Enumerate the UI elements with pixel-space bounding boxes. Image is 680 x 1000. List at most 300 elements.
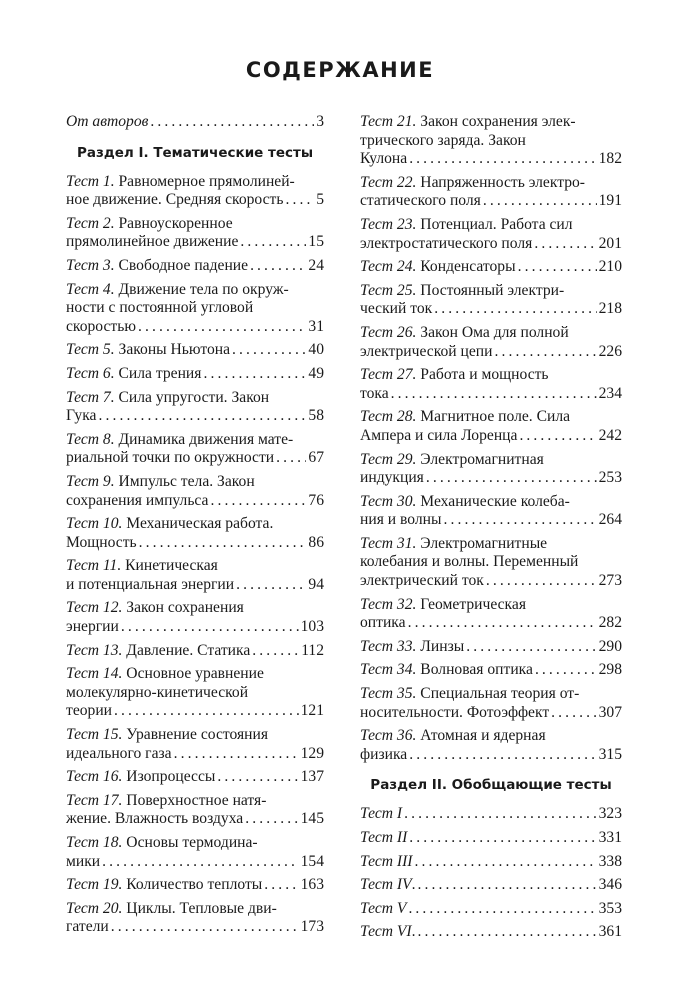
toc-entry-last-line [360, 661, 622, 680]
toc-entry-number: Тест 15. [66, 726, 123, 744]
dot-leader [409, 829, 596, 848]
toc-entry-text [360, 829, 407, 848]
toc-entry-number: Тест 34. [360, 661, 417, 679]
toc-entry-title: Работа и мощность [416, 366, 549, 384]
toc-entry-number: Тест 1. [66, 172, 115, 190]
toc-entry-title: Динамика движения мате- [114, 430, 294, 448]
toc-entry-number: Тест 5. [66, 341, 115, 359]
toc-entry[interactable] [360, 805, 622, 824]
toc-entry-title: Закон сохранения [122, 599, 244, 617]
toc-entry-last-line [66, 618, 324, 637]
dot-leader [210, 492, 306, 511]
toc-entry-title: Сила трения [114, 364, 202, 382]
toc-entry-last-line [66, 745, 324, 764]
toc-entry-number: Тест 10. [66, 515, 123, 533]
toc-entry-line [66, 215, 324, 234]
dot-leader [174, 745, 299, 764]
dot-leader [138, 318, 306, 337]
toc-entry-text [66, 257, 248, 276]
toc-entry-text [66, 113, 148, 132]
page-number: 112 [301, 641, 324, 659]
toc-entry[interactable] [66, 365, 324, 384]
toc-entry-last-line [360, 614, 622, 633]
page-number: 49 [308, 364, 324, 382]
toc-entry-line [360, 282, 622, 301]
toc-entry[interactable] [66, 599, 324, 636]
toc-entry[interactable] [360, 661, 622, 680]
toc-entry[interactable] [360, 535, 622, 591]
toc-entry-title: и потенциальная энергии [66, 575, 235, 593]
toc-entry[interactable] [66, 792, 324, 829]
toc-entry-title: Механические колеба- [416, 492, 570, 510]
toc-entry-number: Тест 27. [360, 366, 417, 384]
page-title: СОДЕРЖАНИЕ [245, 58, 435, 82]
toc-entry[interactable] [66, 389, 324, 426]
toc-entry-title: Ампера и сила Лоренца [360, 426, 518, 444]
toc-entry-title: Основное уравнение [122, 665, 264, 683]
dot-leader [418, 923, 597, 942]
toc-entry-last-line [66, 318, 324, 337]
toc-entry[interactable] [360, 596, 622, 633]
toc-entry-text [360, 614, 406, 633]
toc-entry[interactable] [66, 113, 324, 132]
toc-entry-last-line [66, 257, 324, 276]
dot-leader [414, 853, 596, 872]
page-number: 182 [598, 150, 622, 168]
dot-leader [408, 900, 596, 919]
toc-entry-last-line [66, 191, 324, 210]
toc-entry[interactable] [66, 665, 324, 721]
toc-entry-last-line [66, 365, 324, 384]
toc-entry-text [66, 853, 100, 872]
page-number: 76 [308, 491, 324, 509]
toc-entry-text [66, 702, 112, 721]
page-number: 103 [300, 618, 324, 636]
toc-entry[interactable] [360, 900, 622, 919]
toc-entry-title: Импульс тела. Закон [114, 472, 255, 490]
toc-entry-last-line [66, 918, 324, 937]
toc-entry-line [66, 281, 324, 300]
toc-entry-title: мики [66, 852, 101, 870]
toc-entry-number: Тест 24. [360, 258, 417, 276]
toc-entry-number: Тест 26. [360, 323, 417, 341]
toc-entry-last-line [360, 511, 622, 530]
toc-entry-title: Кулона [360, 150, 408, 168]
toc-entry[interactable] [360, 727, 622, 764]
toc-entry-text [360, 638, 464, 657]
page-number: 58 [308, 407, 324, 425]
toc-entry-last-line [360, 638, 622, 657]
dot-leader [518, 258, 597, 277]
toc-entry[interactable] [360, 876, 622, 895]
toc-entry[interactable] [360, 685, 622, 722]
toc-entry-title: Мощность [66, 533, 137, 551]
toc-entry[interactable] [66, 768, 324, 787]
toc-entry-title: ния и волны [360, 511, 442, 529]
toc-entry-title: Основы термодина- [122, 834, 258, 851]
page-number: 315 [598, 745, 622, 763]
toc-entry-last-line [360, 805, 622, 824]
dot-leader [102, 853, 298, 872]
toc-entry-text [66, 191, 283, 210]
toc-entry-number: Тест 31. [360, 534, 417, 552]
toc-entry-last-line [66, 768, 324, 787]
toc-entry-last-line [66, 576, 324, 595]
toc-entry-title: Конденсаторы [416, 258, 516, 276]
toc-entry-last-line [66, 876, 324, 895]
toc-entry-title: Движение тела по окруж- [114, 280, 289, 298]
page-number: 361 [598, 923, 622, 941]
toc-entry-text [66, 576, 234, 595]
toc-entry-last-line [360, 300, 622, 319]
toc-entry-last-line [360, 192, 622, 211]
toc-entry[interactable] [360, 408, 622, 445]
toc-entry-line [360, 596, 622, 615]
toc-entry-title: Постоянный электри- [416, 281, 565, 299]
toc-entry-number: Тест II [360, 829, 408, 846]
toc-entry-last-line [66, 407, 324, 426]
toc-entry-title: колебания и волны. Переменный [360, 553, 579, 571]
toc-entry[interactable] [66, 257, 324, 276]
toc-entry-text [360, 427, 517, 446]
toc-entry-title: электрический ток [360, 572, 484, 590]
toc-entry-title: сохранения импульса [66, 491, 209, 509]
toc-entry-number: Тест 14. [66, 665, 123, 683]
toc-entry[interactable] [360, 174, 622, 211]
toc-entry-number: Тест 35. [360, 685, 417, 703]
toc-entry-title: Потенциал. Работа сил [416, 215, 573, 233]
toc-entry-title: Закон Ома для полной [416, 323, 569, 341]
toc-entry-title: Изопроцессы [122, 768, 216, 786]
toc-entry-title: Поверхностное натя- [122, 791, 267, 809]
toc-entry-title: Уравнение состояния [122, 726, 269, 744]
toc-entry-text [360, 385, 389, 404]
page-number: 191 [598, 192, 622, 210]
toc-entry-title: Свободное падение [114, 256, 249, 274]
page-number: 290 [598, 637, 622, 655]
toc-entry-title: гатели [66, 918, 109, 936]
toc-entry-text [66, 233, 238, 252]
page-number: 210 [598, 258, 622, 276]
dot-leader [285, 191, 314, 210]
toc-entry-title: Атомная и ядерная [416, 727, 546, 745]
page-number: 137 [300, 768, 324, 786]
dot-leader [408, 614, 597, 633]
toc-entry-last-line [66, 702, 324, 721]
toc-entry-line [360, 174, 622, 193]
toc-entry[interactable] [66, 173, 324, 210]
toc-entry-line [66, 900, 324, 919]
toc-entry-title: Напряженность электро- [416, 173, 585, 191]
toc-entry[interactable] [360, 258, 622, 277]
toc-entry-last-line [66, 233, 324, 252]
page-number: 218 [598, 300, 622, 318]
toc-entry-text [66, 407, 96, 426]
toc-entry-title: теории [66, 702, 113, 720]
toc-entry[interactable] [66, 431, 324, 468]
page-number: 145 [300, 810, 324, 828]
toc-entry-text [66, 365, 201, 384]
toc-entry[interactable] [360, 829, 622, 848]
dot-leader [443, 511, 596, 530]
toc-entry-title: Геометрическая [416, 595, 526, 613]
toc-entry-line [66, 684, 324, 703]
toc-entry-text [66, 768, 215, 787]
toc-entry-text [360, 661, 533, 680]
dot-leader [217, 768, 298, 787]
toc-entry[interactable] [360, 451, 622, 488]
toc-entry-last-line [360, 704, 622, 723]
page-number: 31 [308, 317, 324, 335]
toc-entry[interactable] [66, 900, 324, 937]
dot-leader [98, 407, 306, 426]
toc-entry-title: индукция [360, 469, 424, 487]
toc-entry-number: Тест 30. [360, 492, 417, 510]
section-heading: Раздел I. Тематические тесты [76, 144, 314, 161]
toc-entry-line [360, 727, 622, 746]
toc-entry-line [66, 389, 324, 408]
dot-leader [426, 469, 597, 488]
toc-entry-line [66, 431, 324, 450]
toc-entry[interactable] [66, 281, 324, 337]
page-number: 273 [598, 572, 622, 590]
toc-entry-title: Закон сохранения элек- [416, 113, 576, 130]
page-number: 94 [308, 575, 324, 593]
toc-entry-title: трического заряда. Закон [360, 131, 526, 149]
toc-entry-title: Давление. Статика [122, 641, 251, 659]
toc-entry-last-line [66, 449, 324, 468]
toc-column-right [360, 113, 622, 947]
toc-entry[interactable] [360, 923, 622, 942]
toc-entry-title: молекулярно-кинетической [66, 683, 249, 701]
toc-entry-number: Тест 2. [66, 214, 115, 232]
toc-entry-last-line [360, 469, 622, 488]
toc-entry[interactable] [360, 366, 622, 403]
page-number: 5 [316, 191, 324, 209]
toc-entry-last-line [66, 810, 324, 829]
dot-leader [495, 343, 597, 362]
toc-entry-number: Тест 18. [66, 834, 123, 851]
toc-entry-text [360, 900, 406, 919]
toc-entry-title: энергии [66, 618, 119, 636]
toc-entry-line [66, 599, 324, 618]
toc-entry-number: Тест 23. [360, 215, 417, 233]
toc-entry-last-line [360, 746, 622, 765]
toc-entry[interactable] [360, 493, 622, 530]
toc-entry-number: Тест 22. [360, 173, 417, 191]
toc-entry-title: скоростью [66, 317, 136, 335]
toc-entry-number: Тест 29. [360, 450, 417, 468]
toc-entry-text [360, 876, 416, 895]
toc-entry[interactable] [66, 515, 324, 552]
toc-entry-text [66, 492, 208, 511]
toc-entry-number: Тест 12. [66, 599, 123, 617]
toc-entry[interactable] [66, 341, 324, 360]
toc-entry-title: Сила упругости. Закон [114, 388, 270, 406]
toc-entry-line [360, 216, 622, 235]
toc-entry-line [360, 132, 622, 151]
toc-entry-title: Электромагнитная [416, 450, 544, 468]
page-number: 282 [598, 614, 622, 632]
toc-entry-text [66, 745, 172, 764]
toc-entry[interactable] [66, 473, 324, 510]
toc-entry-number: Тест 7. [66, 388, 115, 406]
page-number: 201 [598, 234, 622, 252]
toc-entry[interactable] [66, 876, 324, 895]
dot-leader [391, 385, 597, 404]
dot-leader [483, 192, 597, 211]
toc-entry-title: носительности. Фотоэффект [360, 703, 550, 721]
toc-entry-title: ное движение. Средняя скорость [66, 191, 284, 209]
toc-entry-line [66, 834, 324, 853]
toc-entry-number: Тест 13. [66, 641, 123, 659]
page-number: 129 [300, 744, 324, 762]
toc-entry[interactable] [360, 113, 622, 169]
dot-leader [236, 576, 306, 595]
page-number: 253 [598, 469, 622, 487]
dot-leader [534, 235, 596, 254]
page-number: 86 [308, 533, 324, 551]
toc-entry-last-line [360, 258, 622, 277]
dot-leader [535, 661, 597, 680]
toc-entry-text [360, 343, 493, 362]
dot-leader [245, 810, 298, 829]
dot-leader [418, 876, 597, 895]
toc-entry-line [66, 726, 324, 745]
dot-leader [551, 704, 596, 723]
toc-entry-text [360, 192, 481, 211]
toc-entry-number: Тест 3. [66, 256, 115, 274]
toc-entry-title: прямолинейное движение [66, 233, 239, 251]
toc-entry-title: Гука [66, 407, 97, 425]
toc-entry-last-line [360, 853, 622, 872]
toc-entry-line [66, 473, 324, 492]
toc-entry-text [360, 704, 549, 723]
page-number: 163 [300, 876, 324, 894]
toc-entry-text [360, 235, 532, 254]
dot-leader [466, 638, 596, 657]
toc-entry-number: Тест 17. [66, 791, 123, 809]
toc-entry[interactable] [66, 834, 324, 871]
toc-entry-title: физика [360, 745, 408, 763]
dot-leader [486, 572, 597, 591]
toc-entry-last-line [66, 341, 324, 360]
toc-entry-number: Тест 6. [66, 364, 115, 382]
toc-entry-title: Волновая оптика [416, 661, 533, 679]
toc-entry-last-line [360, 829, 622, 848]
toc-entry-title: риальной точки по окружности [66, 449, 275, 467]
toc-entry-text [360, 150, 407, 169]
toc-entry-number: Тест 36. [360, 727, 417, 745]
toc-entry[interactable] [360, 324, 622, 361]
toc-entry[interactable] [66, 642, 324, 661]
toc-entry[interactable] [66, 726, 324, 763]
toc-entry-text [66, 918, 109, 937]
dot-leader [139, 534, 307, 553]
toc-entry-title: электрической цепи [360, 342, 493, 360]
toc-entry-title: Количество теплоты [122, 876, 263, 894]
dot-leader [240, 233, 306, 252]
toc-entry-title: Циклы. Тепловые дви- [122, 899, 277, 917]
toc-entry-line [66, 792, 324, 811]
toc-entry[interactable] [360, 853, 622, 872]
page-number: 234 [598, 384, 622, 402]
toc-entry-line [66, 299, 324, 318]
toc-entry-text [66, 449, 274, 468]
toc-entry-title: . [411, 876, 416, 894]
toc-entry-number: Тест 19. [66, 876, 123, 894]
dot-leader [519, 427, 596, 446]
toc-entry[interactable] [360, 638, 622, 657]
toc-entry-line [360, 553, 622, 572]
toc-entry-number: Тест 21. [360, 113, 417, 130]
toc-entry-title: От авторов [66, 113, 149, 130]
toc-entry-last-line [66, 113, 324, 132]
dot-leader [434, 300, 596, 319]
page-number: 331 [598, 829, 622, 846]
toc-entry-text [360, 469, 424, 488]
toc-entry-text [66, 810, 243, 829]
toc-entry-title: электростатического поля [360, 234, 533, 252]
toc-entry-title: Специальная теория от- [416, 685, 580, 703]
toc-entry-title: ности с постоянной угловой [66, 299, 254, 317]
toc-entry-text [360, 572, 484, 591]
toc-entry-title: Механическая работа. [122, 515, 274, 533]
page-number: 3 [316, 113, 324, 130]
page-number: 353 [598, 899, 622, 917]
toc-entry-last-line [360, 235, 622, 254]
toc-entry-number: Тест 11. [66, 557, 122, 575]
toc-entry-title: Равноускоренное [114, 214, 233, 232]
toc-entry-number: Тест IV [360, 876, 412, 894]
toc-entry-number: Тест I [360, 805, 403, 823]
page-number: 15 [308, 233, 324, 251]
toc-entry-text [360, 805, 402, 824]
section-heading: Раздел II. Обобщающие тесты [370, 777, 612, 794]
toc-entry-text [360, 258, 516, 277]
toc-entry-number: Тест 9. [66, 472, 115, 490]
toc-entry-number: Тест 28. [360, 408, 417, 426]
toc-entry-title: статического поля [360, 192, 481, 210]
toc-entry-title: идеального газа [66, 744, 172, 762]
toc-entry-text [66, 876, 262, 895]
toc-entry-line [360, 451, 622, 470]
toc-entry[interactable] [66, 557, 324, 594]
toc-entry[interactable] [360, 282, 622, 319]
page-number: 226 [598, 342, 622, 360]
toc-entry-line [360, 535, 622, 554]
toc-entry-title: Кинетическая [121, 557, 218, 575]
toc-entry-last-line [66, 534, 324, 553]
toc-entry-title: . [411, 923, 416, 941]
toc-entry-line [360, 685, 622, 704]
toc-entry-title: жение. Влажность воздуха [66, 810, 244, 828]
dot-leader [276, 449, 306, 468]
toc-entry-title: Равномерное прямолиней- [114, 172, 295, 190]
toc-entry-text [360, 923, 416, 942]
dot-leader [150, 113, 314, 132]
dot-leader [252, 642, 299, 661]
toc-entry[interactable] [360, 216, 622, 253]
toc-entry-last-line [66, 492, 324, 511]
toc-entry-line [360, 324, 622, 343]
toc-column-left [66, 113, 324, 942]
page-number: 154 [300, 852, 324, 870]
toc-entry-number: Тест 32. [360, 595, 417, 613]
dot-leader [264, 876, 298, 895]
page-number: 24 [308, 256, 324, 274]
toc-entry[interactable] [66, 215, 324, 252]
